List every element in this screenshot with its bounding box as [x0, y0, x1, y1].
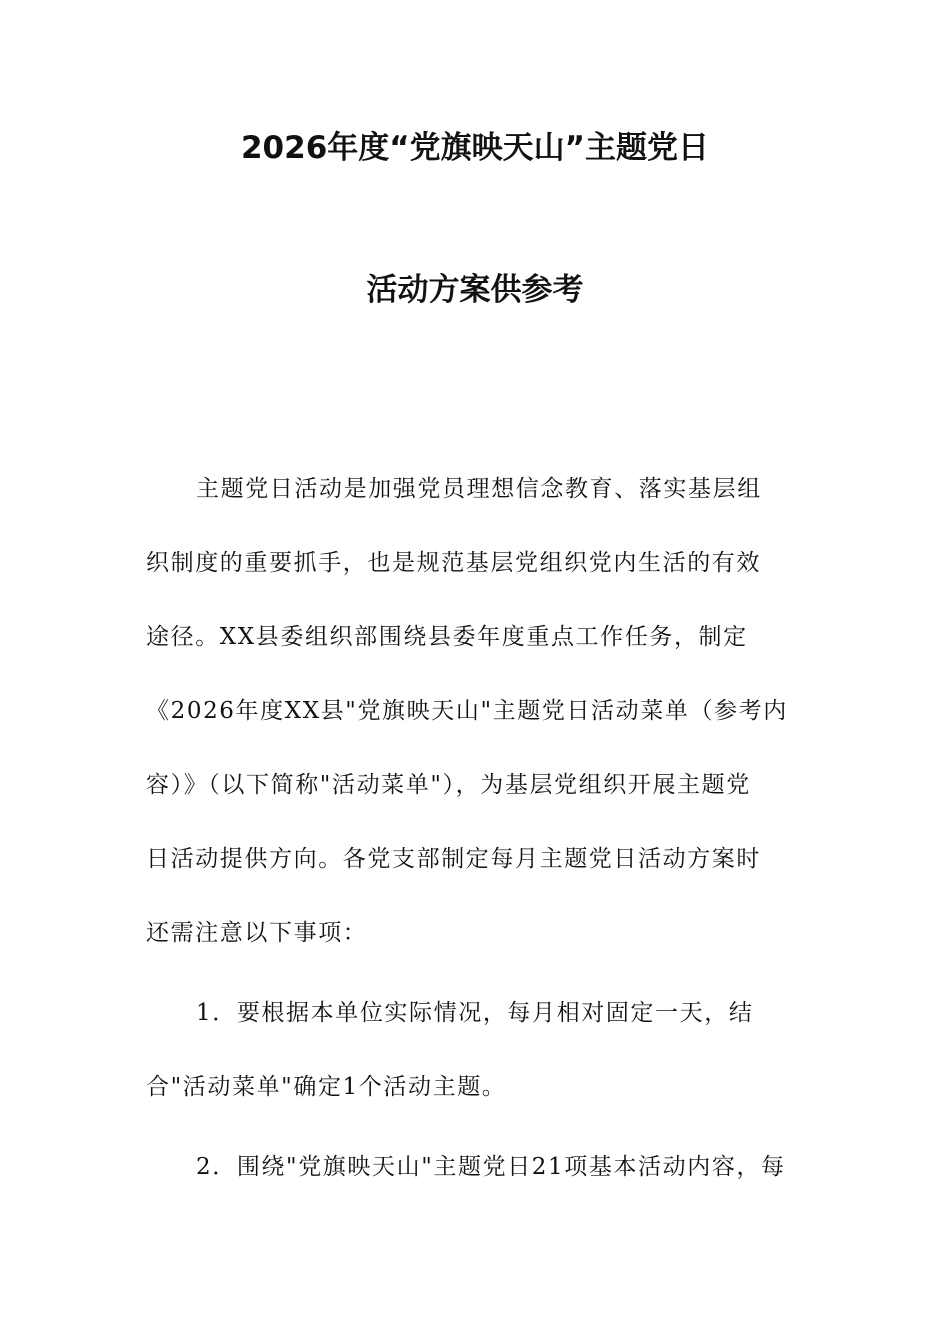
list-item-1-line-1: 1．要根据本单位实际情况，每月相对固定一天，结: [196, 1000, 754, 1026]
paragraph-1-line-1: 主题党日活动是加强党员理想信念教育、落实基层组: [196, 476, 762, 502]
document-title-line-1: 2026年度“党旗映天山”主题党日: [240, 130, 710, 166]
list-item-1-line-2: 合"活动菜单"确定1个活动主题。: [146, 1074, 507, 1100]
paragraph-1-line-3: 途径。XX县委组织部围绕县委年度重点工作任务，制定: [146, 624, 748, 650]
paragraph-1-line-6: 日活动提供方向。各党支部制定每月主题党日活动方案时: [146, 846, 761, 872]
list-item-2-line-1: 2．围绕"党旗映天山"主题党日21项基本活动内容，每: [196, 1154, 786, 1180]
paragraph-1-line-5: 容）》（以下简称"活动菜单"），为基层党组织开展主题党: [146, 772, 751, 798]
paragraph-1-line-2: 织制度的重要抓手，也是规范基层党组织党内生活的有效: [146, 550, 761, 576]
paragraph-1-line-4: 《2026年度XX县"党旗映天山"主题党日活动菜单（参考内: [146, 698, 788, 724]
document-title-line-2: 活动方案供参考: [366, 272, 584, 308]
paragraph-1-line-7: 还需注意以下事项：: [146, 920, 368, 946]
